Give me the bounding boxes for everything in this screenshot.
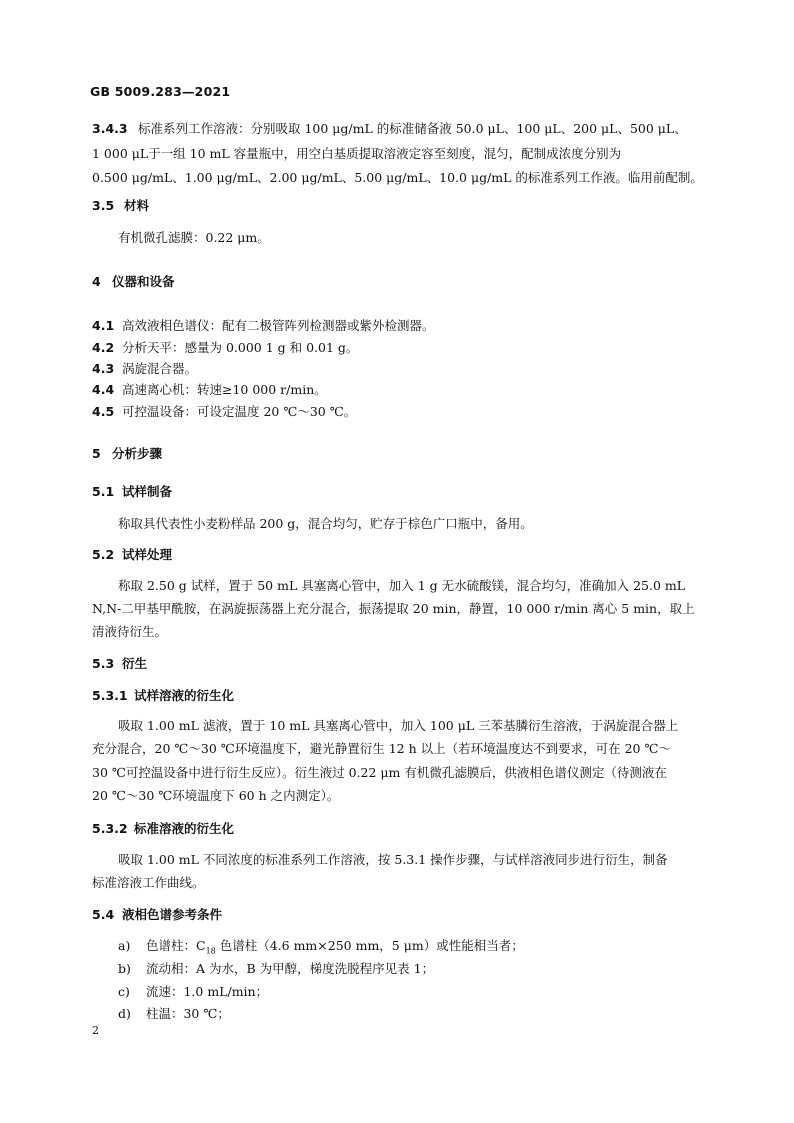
- sec-3-4-3-number: 3.4.3: [92, 121, 128, 136]
- sec-5-1-heading: [92, 484, 172, 500]
- sec-5-3-2-title: 标准溶液的衍生化: [134, 821, 235, 836]
- sec-4-item-text: 高速离心机：转速≥10 000 r/min。: [121, 382, 327, 397]
- sec-5-2-number: 5.2: [92, 547, 115, 562]
- sec-4-item: [92, 318, 435, 334]
- sec-4-title: 仪器和设备: [112, 274, 175, 289]
- sec-4-item: [92, 404, 356, 420]
- sec-5-number: 5: [92, 446, 101, 461]
- sec-5-3-1-text2: 充分混合，20 ℃～30 ℃环境温度下，避光静置衍生 12 h 以上（若环境温度达不到要求，可在 20 ℃～: [92, 741, 671, 756]
- sec-4-heading: [92, 274, 175, 290]
- sec-4-item-number: 4.3: [92, 361, 115, 376]
- sec-5-3-2-number: 5.3.2: [92, 821, 128, 836]
- sec-4-item-number: 4.4: [92, 382, 115, 397]
- sec-5-3-title: 衍生: [122, 656, 148, 671]
- sec-5-3-number: 5.3: [92, 656, 115, 671]
- sec-4-item-number: 4.5: [92, 404, 115, 419]
- sec-5-2-title: 试样处理: [122, 547, 173, 562]
- sec-5-3-1-text1: 吸取 1.00 mL 滤液，置于 10 mL 具塞离心管中，加入 100 μL 三苯基膦衍生溶液，于涡旋混合器上: [118, 718, 679, 733]
- sec-5-4-heading: [92, 907, 222, 923]
- column-post: 色谱柱（4.6 mm×250 mm，5 μm）或性能相当者；: [215, 938, 524, 953]
- page-number: 2: [92, 1024, 99, 1037]
- sec-5-2-text1: 称取 2.50 g 试样，置于 50 mL 具塞离心管中，加入 1 g 无水硫酸镁，混合均匀，准确加入 25.0 mL: [118, 578, 686, 593]
- sec-5-4-item-text: [145, 938, 524, 956]
- sec-5-3-1-title: 试样溶液的衍生化: [134, 688, 235, 703]
- sec-5-heading: [92, 446, 162, 462]
- sec-3-4-3-text3: 0.500 μg/mL、1.00 μg/mL、2.00 μg/mL、5.00 μg/mL、10.0 μg/mL 的标准系列工作液。临用前配制。: [92, 170, 703, 185]
- sec-5-4-number: 5.4: [92, 907, 115, 922]
- sec-5-4-title: 液相色谱参考条件: [122, 907, 223, 922]
- sec-5-3-1-number: 5.3.1: [92, 688, 128, 703]
- sec-4-item-number: 4.1: [92, 318, 115, 333]
- sec-3-4-3-text2: 1 000 μL于一组 10 mL 容量瓶中，用空白基质提取溶液定容至刻度，混匀，配制成浓度分别为: [92, 146, 622, 161]
- sec-5-3-heading: [92, 656, 147, 672]
- sec-3-5-heading: [92, 198, 149, 214]
- sec-4-item: [92, 340, 358, 356]
- standard-code-header: GB 5009.283—2021: [90, 84, 231, 99]
- sec-5-4-item: [118, 961, 434, 977]
- sec-5-4-item-label: d): [118, 1006, 131, 1021]
- sec-5-4-item-text: 流动相：A 为水，B 为甲醇，梯度洗脱程序见表 1；: [145, 961, 435, 976]
- sec-3-5-number: 3.5: [92, 198, 115, 213]
- sec-4-item-text: 分析天平：感量为 0.000 1 g 和 0.01 g。: [121, 340, 359, 355]
- sec-4-item-number: 4.2: [92, 340, 115, 355]
- sec-4-item-text: 可控温设备：可设定温度 20 ℃～30 ℃。: [121, 404, 357, 419]
- sec-3-4-3-line1: [92, 121, 687, 137]
- sec-5-2-heading: [92, 547, 172, 563]
- sec-4-item-text: 高效液相色谱仪：配有二极管阵列检测器或紫外检测器。: [121, 318, 435, 333]
- sec-5-3-1-heading: [92, 688, 234, 704]
- sec-5-3-1-text4: 20 ℃～30 ℃环境温度下 60 h 之内测定）。: [92, 788, 340, 803]
- sec-5-2-text3: 清液待衍生。: [92, 624, 168, 639]
- sec-5-4-item: [118, 938, 524, 960]
- sec-5-3-2-heading: [92, 821, 234, 837]
- sec-5-3-2-text2: 标准溶液工作曲线。: [92, 875, 205, 890]
- sec-5-4-item-text: 流速：1.0 mL/min；: [145, 984, 269, 999]
- sec-5-1-number: 5.1: [92, 484, 115, 499]
- sec-4-number: 4: [92, 274, 101, 289]
- column-sub: 18: [205, 946, 216, 956]
- sec-3-5-title: 材料: [124, 198, 150, 213]
- sec-5-4-item-label: c): [118, 984, 130, 999]
- sec-5-4-item-text: 柱温：30 ℃；: [145, 1006, 230, 1021]
- sec-5-3-1-text3: 30 ℃可控温设备中进行衍生反应）。衍生液过 0.22 μm 有机微孔滤膜后，供液相色谱仪测定（待测液在: [92, 765, 667, 780]
- sec-3-4-3-text1: 标准系列工作溶液：分别吸取 100 μg/mL 的标准储备液 50.0 μL、100 μL、200 μL、500 μL、: [137, 121, 687, 136]
- sec-5-2-text2: N,N-二甲基甲酰胺，在涡旋振荡器上充分混合，振荡提取 20 min，静置，10 000 r/min 离心 5 min，取上: [92, 601, 695, 616]
- sec-5-4-item: [118, 1006, 230, 1022]
- sec-5-1-body: 称取具代表性小麦粉样品 200 g，混合均匀，贮存于棕色广口瓶中，备用。: [118, 516, 533, 531]
- sec-5-title: 分析步骤: [112, 446, 163, 461]
- sec-4-item-text: 涡旋混合器。: [121, 361, 197, 376]
- sec-3-5-body: 有机微孔滤膜：0.22 μm。: [118, 230, 270, 245]
- sec-5-4-item: [118, 984, 268, 1000]
- sec-5-3-2-text1: 吸取 1.00 mL 不同浓度的标准系列工作溶液，按 5.3.1 操作步骤，与试样溶液同步进行衍生，制备: [118, 852, 668, 867]
- sec-5-4-item-label: a): [118, 938, 131, 953]
- column-pre: 色谱柱：C: [145, 938, 206, 953]
- sec-5-1-title: 试样制备: [122, 484, 173, 499]
- sec-5-4-item-label: b): [118, 961, 131, 976]
- sec-4-item: [92, 361, 197, 377]
- sec-4-item: [92, 382, 327, 398]
